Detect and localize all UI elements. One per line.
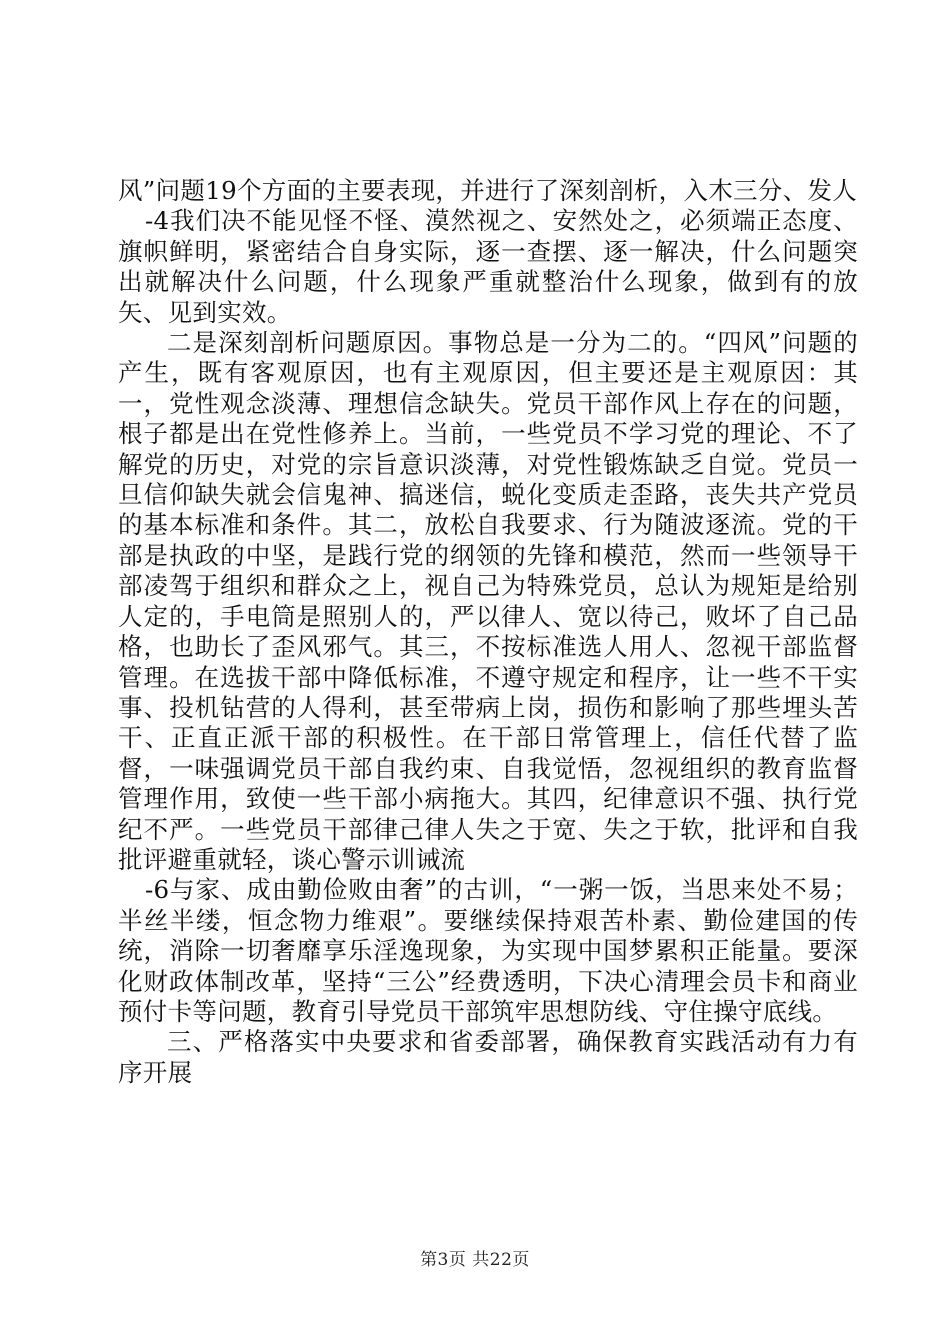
- document-body: [118, 176, 858, 1088]
- paragraph-problem-causes: 二是深刻剖析问题原因。事物总是一分为二的。“四风”问题的产生，既有客观原因，也有主观原因，但主要还是主观原因：其一，党性观念淡薄、理想信念缺失。党员干部作风上存在的问题，根子都是出在党性修养上。当前，一些党员不学习党的理论、不了解党的历史，对党的宗旨意识淡薄，对党性锻炼缺乏自觉。党员一旦信仰缺失就会信鬼神、搞迷信，蜕化变质走歪路，丧失共产党员的基本标准和条件。其二，放松自我要求、行为随波逐流。党的干部是执政的中坚，是践行党的纲领的先锋和模范，然而一些领导干部凌驾于组织和群众之上，视自己为特殊党员，总认为规矩是给别人定的，手电筒是照别人的，严以律人、宽以待己，败坏了自己品格，也助长了歪风邪气。其三，不按标准选人用人、忽视干部监督管理。在选拔干部中降低标准，不遵守规定和程序，让一些不干实事、投机钻营的人得利，甚至带病上岗，损伤和影响了那些埋头苦干、正直正派干部的积极性。在干部日常管理上，信任代替了监督，一味强调党员干部自我约束、自我觉悟，忽视组织的教育监督管理作用，致使一些干部小病拖大。其四，纪律意识不强、执行党纪不严。一些党员干部律己律人失之于宽、失之于软，批评和自我批评避重就轻，谈心警示训诫流: [118, 328, 858, 874]
- section-heading-three: 三、严格落实中央要求和省委部署，确保教育实践活动有力有序开展: [118, 1027, 858, 1087]
- page-number-footer: 第3页 共22页: [420, 1250, 530, 1270]
- paragraph-continuation: 风”问题19个方面的主要表现，并进行了深刻剖析，入木三分、发人: [118, 176, 857, 205]
- paragraph-fragment-6: -6与家、成由勤俭败由奢”的古训，“一粥一饭，当思来处不易；半丝半缕，恒念物力维艰”。要继续保持艰苦朴素、勤俭建国的传统，消除一切奢靡享乐淫逸现象，为实现中国梦累积正能量。要深化财政体制改革，坚持“三公”经费透明，下决心清理会员卡和商业预付卡等问题，教育引导党员干部筑牢思想防线、守住操守底线。: [118, 875, 858, 1026]
- paragraph-fragment-4: -4我们决不能见怪不怪、漠然视之、安然处之，必须端正态度、旗帜鲜明，紧密结合自身实际，逐一查摆、逐一解决，什么问题突出就解决什么问题，什么现象严重就整治什么现象，做到有的放矢、见到实效。: [118, 206, 858, 327]
